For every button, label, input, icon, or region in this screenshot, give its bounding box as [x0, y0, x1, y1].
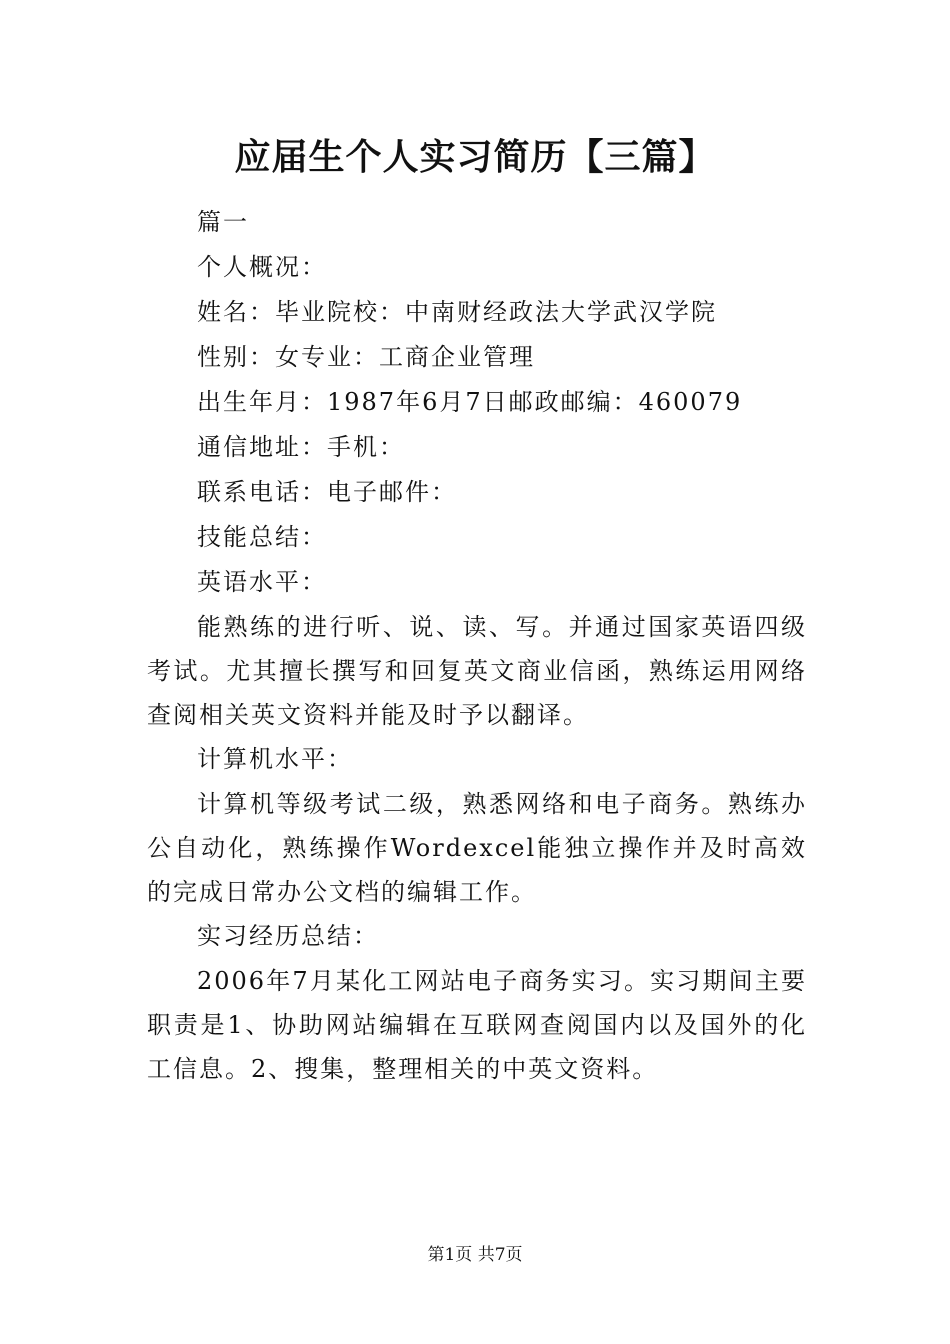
gender-major-line: 性别：女专业：工商企业管理: [197, 343, 535, 371]
skills-summary-heading: 技能总结：: [197, 523, 327, 551]
computer-level-heading: 计算机水平：: [197, 745, 353, 773]
name-school-line: 姓名：毕业院校：中南财经政法大学武汉学院: [197, 298, 717, 326]
personal-overview-heading: 个人概况：: [197, 253, 327, 281]
document-body: [147, 200, 807, 1091]
internship-paragraph: 2006年7月某化工网站电子商务实习。实习期间主要职责是1、协助网站编辑在互联网查阅国内以及国外的化工信息。2、搜集，整理相关的中英文资料。: [147, 967, 807, 1083]
address-phone-line: 通信地址：手机：: [197, 433, 405, 461]
section-heading-part-one: 篇一: [197, 208, 249, 236]
contact-email-line: 联系电话：电子邮件：: [197, 478, 457, 506]
birth-postcode-line: 出生年月：1987年6月7日邮政邮编：460079: [197, 388, 743, 416]
computer-skill-paragraph: 计算机等级考试二级，熟悉网络和电子商务。熟练办公自动化，熟练操作Wordexcel能独立操作并及时高效的完成日常办公文档的编辑工作。: [147, 790, 807, 906]
page-number-footer: 第1页 共7页: [427, 1245, 523, 1265]
internship-summary-heading: 实习经历总结：: [197, 922, 379, 950]
english-skill-paragraph: 能熟练的进行听、说、读、写。并通过国家英语四级考试。尤其擅长撰写和回复英文商业信函，熟练运用网络查阅相关英文资料并能及时予以翻译。: [147, 613, 807, 729]
english-level-heading: 英语水平：: [197, 568, 327, 596]
document-title: 应届生个人实习简历【三篇】: [234, 136, 716, 178]
